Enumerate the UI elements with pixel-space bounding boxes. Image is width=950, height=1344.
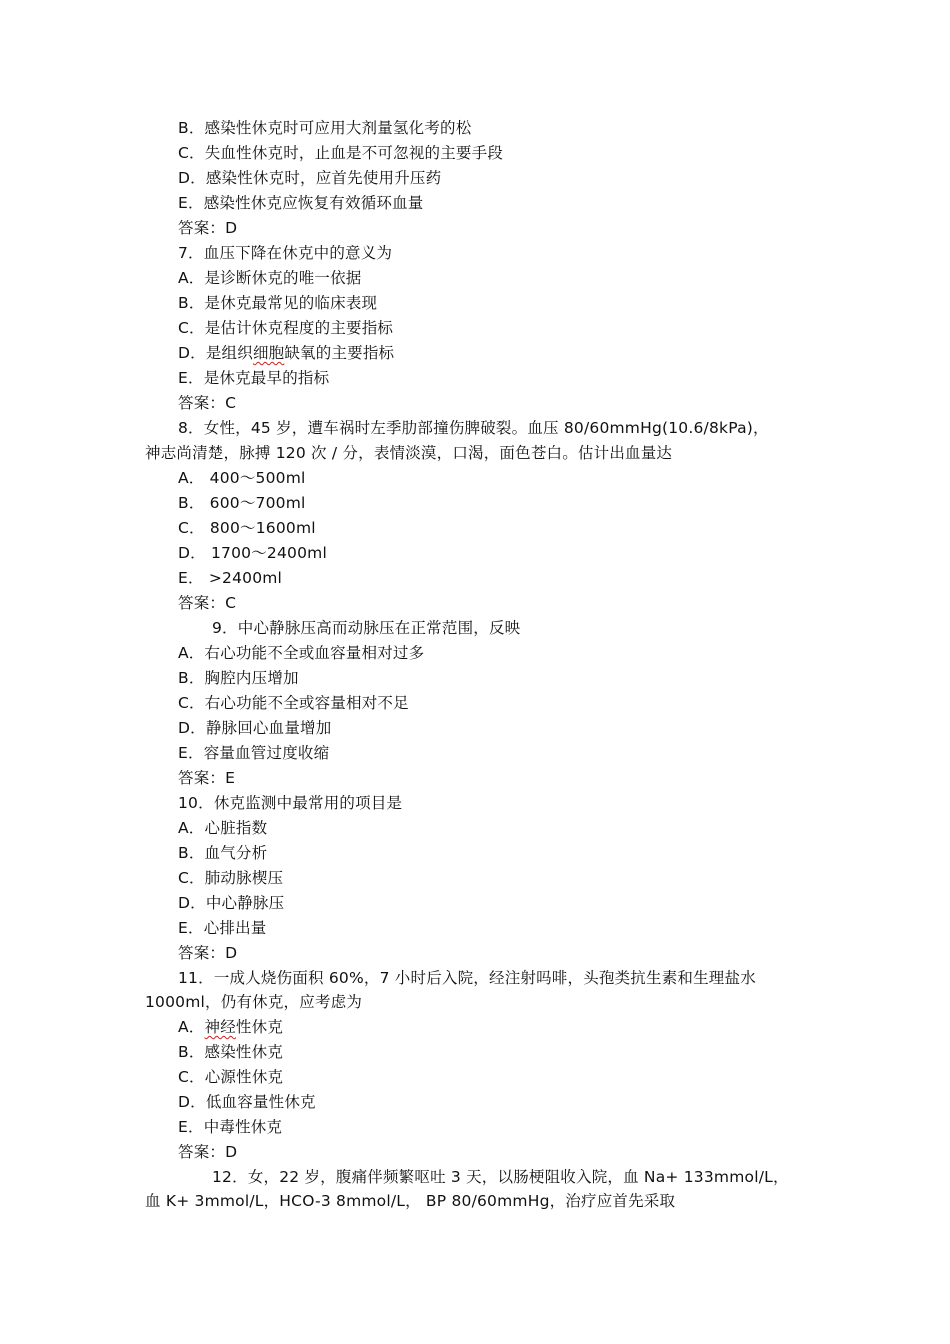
q11-answer: 答案：D	[178, 1143, 238, 1161]
q6-option-d: D．感染性休克时，应首先使用升压药	[178, 169, 442, 187]
q8-option-d: D． 1700～2400ml	[178, 544, 327, 562]
q9-option-e: E．容量血管过度收缩	[178, 744, 330, 762]
q10-option-b: B．血气分析	[178, 844, 268, 862]
q7-option-c: C．是估计休克程度的主要指标	[178, 319, 394, 337]
q7-stem: 7．血压下降在休克中的意义为	[178, 244, 393, 262]
q7-option-d-prefix: D．是组织	[178, 344, 253, 362]
q11-option-a-prefix: A．	[178, 1018, 205, 1036]
q11-option-b: B．感染性休克	[178, 1043, 284, 1061]
q11-stem-line2: 1000ml，仍有休克，应考虑为	[145, 993, 363, 1011]
q9-option-b: B．胸腔内压增加	[178, 669, 299, 687]
q8-stem-line1: 8．女性，45 岁，遭车祸时左季肋部撞伤脾破裂。血压 80/60mmHg(10.6/8kPa)，	[178, 419, 769, 437]
q9-answer: 答案：E	[178, 769, 236, 787]
q8-answer: 答案：C	[178, 594, 237, 612]
q6-option-b: B．感染性休克时可应用大剂量氢化考的松	[178, 119, 472, 137]
q9-stem: 9．中心静脉压高而动脉压在正常范围，反映	[212, 619, 521, 637]
q10-option-a: A．心脏指数	[178, 819, 268, 837]
q11-stem-line1: 11．一成人烧伤面积 60%，7 小时后入院，经注射吗啡，头孢类抗生素和生理盐水	[178, 969, 756, 987]
q8-stem-line2: 神志尚清楚，脉搏 120 次 / 分，表情淡漠，口渴，面色苍白。估计出血量达	[145, 444, 673, 462]
q9-option-d: D．静脉回心血量增加	[178, 719, 332, 737]
q10-option-c: C．肺动脉楔压	[178, 869, 284, 887]
q10-stem: 10．休克监测中最常用的项目是	[178, 794, 403, 812]
q12-stem-line2: 血 K+ 3mmol/L，HCO-3 8mmol/L， BP 80/60mmHg，治疗应首先采取	[145, 1192, 676, 1210]
q6-option-c: C．失血性休克时，止血是不可忽视的主要手段	[178, 144, 504, 162]
q10-option-d: D．中心静脉压	[178, 894, 285, 912]
q8-option-c: C． 800～1600ml	[178, 519, 316, 537]
q11-option-c: C．心源性休克	[178, 1068, 284, 1086]
q7-option-d-suffix: 缺氧的主要指标	[284, 344, 395, 362]
q7-option-b: B．是休克最常见的临床表现	[178, 294, 378, 312]
q7-option-d	[178, 341, 394, 365]
q10-option-e: E．心排出量	[178, 919, 267, 937]
q8-option-e: E． >2400ml	[178, 569, 283, 587]
q7-option-e: E．是休克最早的指标	[178, 369, 330, 387]
q11-option-a	[178, 1015, 283, 1039]
q7-option-a: A．是诊断休克的唯一依据	[178, 269, 362, 287]
q7-answer: 答案：C	[178, 394, 237, 412]
q11-option-e: E．中毒性休克	[178, 1118, 283, 1136]
spellcheck-marked-word: 神经	[204, 1018, 236, 1036]
q11-option-d: D．低血容量性休克	[178, 1093, 316, 1111]
q9-option-c: C．右心功能不全或容量相对不足	[178, 694, 409, 712]
q6-option-e: E．感染性休克应恢复有效循环血量	[178, 194, 424, 212]
q12-stem-line1: 12．女，22 岁，腹痛伴频繁呕吐 3 天，以肠梗阻收入院，血 Na+ 133mmol/L，	[212, 1168, 789, 1186]
q10-answer: 答案：D	[178, 944, 238, 962]
q11-option-a-suffix: 性休克	[235, 1018, 284, 1036]
q8-option-a: A． 400～500ml	[178, 469, 306, 487]
q6-answer: 答案：D	[178, 219, 238, 237]
spellcheck-marked-word: 细胞	[252, 344, 285, 362]
q9-option-a: A．右心功能不全或血容量相对过多	[178, 644, 425, 662]
q8-option-b: B． 600～700ml	[178, 494, 306, 512]
